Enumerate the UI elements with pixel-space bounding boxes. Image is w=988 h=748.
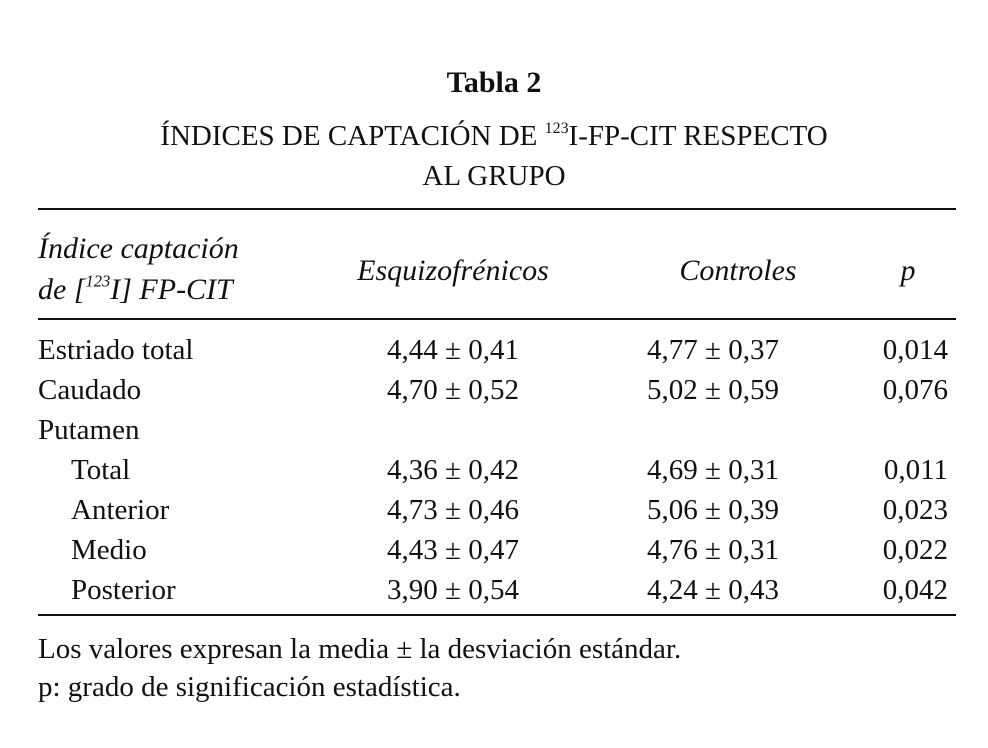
table-row [38, 330, 956, 370]
cell-controles: 4,77 ± 0,37 [647, 334, 779, 366]
table-row [38, 370, 956, 410]
cell-controles: 5,06 ± 0,39 [647, 494, 779, 526]
cell-esquizofrenicos: 4,43 ± 0,47 [387, 534, 519, 566]
table-subtitle-line-1 [0, 116, 988, 156]
cell-p: 0,022 [882, 534, 948, 566]
header-isotope-superscript: 123 [85, 271, 111, 291]
header-p: p [900, 254, 916, 287]
row-label: Putamen [38, 414, 140, 446]
table-row [38, 530, 956, 570]
header-label-text-before: de [ [38, 273, 86, 306]
row-label: Total [71, 454, 131, 486]
table-row [38, 410, 956, 450]
cell-esquizofrenicos: 3,90 ± 0,54 [387, 574, 519, 606]
footnote-mean-sd: Los valores expresan la media ± la desviación estándar. [38, 633, 682, 665]
cell-p: 0,076 [882, 374, 948, 406]
cell-esquizofrenicos: 4,70 ± 0,52 [387, 374, 519, 406]
table-top-rule [38, 208, 956, 210]
row-label: Caudado [38, 374, 142, 406]
table-row [38, 490, 956, 530]
table-subtitle-line-2: AL GRUPO [422, 160, 566, 192]
cell-p: 0,042 [882, 574, 948, 606]
table-row [38, 450, 956, 490]
header-index-label [38, 228, 239, 310]
header-esquizofrenicos: Esquizofrénicos [357, 254, 549, 287]
cell-controles: 4,69 ± 0,31 [647, 454, 779, 486]
row-label: Medio [71, 534, 147, 566]
table-row [38, 570, 956, 610]
cell-controles: 4,76 ± 0,31 [647, 534, 779, 566]
header-index-label-line-1: Índice captación [38, 232, 239, 265]
row-label: Estriado total [38, 334, 194, 366]
cell-controles: 4,24 ± 0,43 [647, 574, 779, 606]
table-body [38, 330, 956, 610]
table-header-rule [38, 318, 956, 320]
cell-esquizofrenicos: 4,36 ± 0,42 [387, 454, 519, 486]
subtitle-text-after: I-FP-CIT RESPECTO [568, 120, 828, 152]
table-header-row [38, 228, 956, 312]
subtitle-text-before: ÍNDICES DE CAPTACIÓN DE [160, 120, 545, 152]
cell-p: 0,014 [882, 334, 948, 366]
table-bottom-rule [38, 614, 956, 616]
cell-p: 0,011 [883, 454, 948, 486]
cell-esquizofrenicos: 4,44 ± 0,41 [387, 334, 519, 366]
footnote-p-value: p: grado de significación estadística. [38, 671, 461, 703]
table-title: Tabla 2 [446, 66, 542, 99]
header-label-text-after: I] FP-CIT [110, 273, 233, 306]
row-label: Posterior [71, 574, 176, 606]
table-subtitle [0, 116, 988, 196]
table-footnotes [38, 630, 956, 706]
header-index-label-line-2 [38, 269, 239, 310]
row-label: Anterior [71, 494, 170, 526]
cell-p: 0,023 [882, 494, 948, 526]
cell-controles: 5,02 ± 0,59 [647, 374, 779, 406]
header-controles: Controles [679, 254, 797, 287]
subtitle-isotope-superscript: 123 [544, 120, 569, 138]
cell-esquizofrenicos: 4,73 ± 0,46 [387, 494, 519, 526]
